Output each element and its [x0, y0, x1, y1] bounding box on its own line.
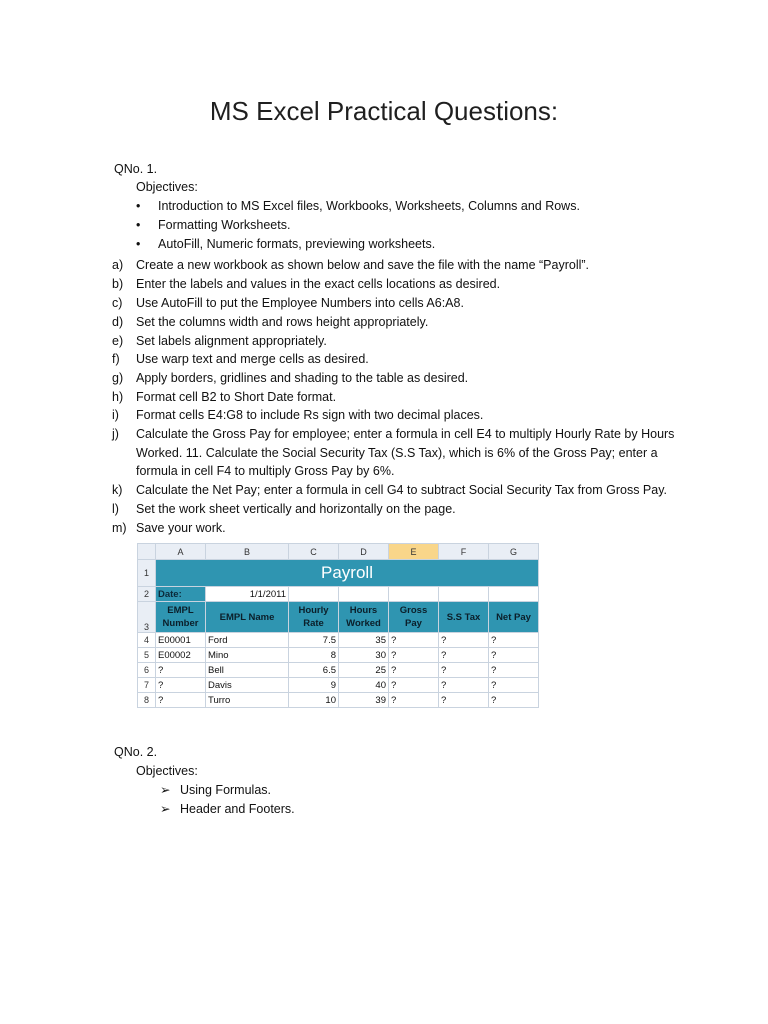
- cell[interactable]: [389, 587, 439, 602]
- table-row: [138, 678, 539, 693]
- task-letter: a): [112, 258, 124, 272]
- select-all-corner[interactable]: [138, 544, 156, 560]
- cell[interactable]: 30: [339, 648, 389, 663]
- column-header[interactable]: G: [489, 544, 539, 560]
- bullet-icon: •: [136, 218, 141, 232]
- task-letter: b): [112, 277, 124, 291]
- task-item-c: [112, 294, 692, 313]
- task-text: Set the work sheet vertically and horizontally on the page.: [136, 502, 456, 516]
- cell[interactable]: ?: [439, 678, 489, 693]
- cell[interactable]: ?: [389, 678, 439, 693]
- header-cell[interactable]: Hourly Rate: [289, 602, 339, 633]
- cell[interactable]: 7.5: [289, 633, 339, 648]
- cell[interactable]: ?: [439, 663, 489, 678]
- task-text: Format cell B2 to Short Date format.: [136, 390, 337, 404]
- cell[interactable]: ?: [389, 648, 439, 663]
- header-cell[interactable]: EMPL Number: [156, 602, 206, 633]
- header-cell[interactable]: Hours Worked: [339, 602, 389, 633]
- date-value-cell[interactable]: 1/1/2011: [206, 587, 289, 602]
- question-2-label: QNo. 2.: [114, 745, 158, 759]
- cell[interactable]: ?: [156, 693, 206, 708]
- task-text: Calculate the Gross Pay for employee; enter a formula in cell E4 to multiply Hourly Rate by Hours Worked. 11. Calculate the Social Security Tax (S.S Tax), which is 6% of the Gross Pay; enter a formula in cell F4 to multiply Gross Pay by 6%.: [136, 427, 675, 478]
- task-letter: g): [112, 371, 124, 385]
- task-text: Set labels alignment appropriately.: [136, 334, 327, 348]
- header-row: [138, 602, 539, 633]
- column-header[interactable]: C: [289, 544, 339, 560]
- objective-text: AutoFill, Numeric formats, previewing worksheets.: [158, 237, 436, 251]
- task-letter: k): [112, 483, 123, 497]
- cell[interactable]: Davis: [206, 678, 289, 693]
- header-cell[interactable]: Net Pay: [489, 602, 539, 633]
- question-2-objectives-label: Objectives:: [136, 764, 198, 778]
- column-header[interactable]: F: [439, 544, 489, 560]
- row-number[interactable]: 3: [138, 602, 156, 633]
- task-text: Create a new workbook as shown below and save the file with the name “Payroll”.: [136, 258, 590, 272]
- cell[interactable]: ?: [489, 633, 539, 648]
- table-row: [138, 663, 539, 678]
- cell[interactable]: ?: [439, 633, 489, 648]
- task-item-d: [112, 313, 692, 332]
- cell[interactable]: [339, 587, 389, 602]
- arrow-bullet-icon: ➢: [160, 802, 171, 816]
- row-number[interactable]: 8: [138, 693, 156, 708]
- bullet-icon: •: [136, 199, 141, 213]
- cell[interactable]: E00002: [156, 648, 206, 663]
- task-item-h: [112, 388, 692, 407]
- question-1-objectives-label: Objectives:: [136, 180, 198, 194]
- sheet-row: [138, 560, 539, 587]
- cell[interactable]: ?: [389, 633, 439, 648]
- row-number[interactable]: 4: [138, 633, 156, 648]
- table-row: [138, 648, 539, 663]
- task-letter: e): [112, 334, 124, 348]
- cell[interactable]: [489, 587, 539, 602]
- task-item-e: [112, 332, 692, 351]
- cell[interactable]: ?: [439, 693, 489, 708]
- task-item-j: [112, 425, 692, 481]
- row-number[interactable]: 7: [138, 678, 156, 693]
- objective-bullet: [136, 237, 435, 251]
- objective-bullet: [136, 199, 580, 213]
- task-text: Apply borders, gridlines and shading to the table as desired.: [136, 371, 469, 385]
- cell[interactable]: ?: [439, 648, 489, 663]
- bullet-icon: •: [136, 237, 141, 251]
- objective-bullet: [136, 218, 290, 232]
- cell[interactable]: ?: [156, 663, 206, 678]
- task-item-m: [112, 519, 692, 538]
- task-letter: h): [112, 390, 124, 404]
- task-item-f: [112, 350, 692, 369]
- cell[interactable]: Turro: [206, 693, 289, 708]
- header-cell[interactable]: EMPL Name: [206, 602, 289, 633]
- payroll-title-cell[interactable]: Payroll: [156, 560, 539, 587]
- column-header[interactable]: B: [206, 544, 289, 560]
- task-letter: d): [112, 315, 124, 329]
- task-letter: m): [112, 521, 127, 535]
- task-item-a: [112, 256, 692, 275]
- task-letter: i): [112, 408, 119, 422]
- cell[interactable]: ?: [489, 693, 539, 708]
- cell[interactable]: ?: [489, 648, 539, 663]
- cell[interactable]: ?: [156, 678, 206, 693]
- arrow-bullet-icon: ➢: [160, 783, 171, 797]
- objective-arrow-item: [160, 801, 295, 816]
- column-header[interactable]: D: [339, 544, 389, 560]
- column-header-selected[interactable]: E: [389, 544, 439, 560]
- sheet-row: [138, 587, 539, 602]
- cell[interactable]: Ford: [206, 633, 289, 648]
- cell[interactable]: 10: [289, 693, 339, 708]
- cell[interactable]: E00001: [156, 633, 206, 648]
- task-text: Calculate the Net Pay; enter a formula in cell G4 to subtract Social Security Tax from Gross Pay.: [136, 483, 668, 497]
- cell[interactable]: [289, 587, 339, 602]
- task-letter: f): [112, 352, 120, 366]
- cell[interactable]: Bell: [206, 663, 289, 678]
- cell[interactable]: 8: [289, 648, 339, 663]
- objective-text: Header and Footers.: [180, 802, 295, 816]
- task-letter: j): [112, 427, 119, 441]
- cell[interactable]: Mino: [206, 648, 289, 663]
- task-text: Set the columns width and rows height appropriately.: [136, 315, 429, 329]
- task-text: Use warp text and merge cells as desired.: [136, 352, 369, 366]
- page-title: MS Excel Practical Questions:: [209, 96, 559, 126]
- row-number[interactable]: 1: [138, 560, 156, 587]
- cell[interactable]: ?: [489, 678, 539, 693]
- cell[interactable]: ?: [389, 663, 439, 678]
- objective-text: Formatting Worksheets.: [158, 218, 291, 232]
- cell[interactable]: 25: [339, 663, 389, 678]
- table-row: [138, 693, 539, 708]
- task-text: Format cells E4:G8 to include Rs sign with two decimal places.: [136, 408, 484, 422]
- task-letter: c): [112, 296, 123, 310]
- row-number[interactable]: 5: [138, 648, 156, 663]
- cell[interactable]: ?: [489, 663, 539, 678]
- row-number[interactable]: 6: [138, 663, 156, 678]
- task-item-i: [112, 406, 692, 425]
- table-row: [138, 633, 539, 648]
- cell[interactable]: 40: [339, 678, 389, 693]
- cell[interactable]: [439, 587, 489, 602]
- column-header[interactable]: A: [156, 544, 206, 560]
- cell[interactable]: 35: [339, 633, 389, 648]
- task-item-k: [112, 481, 692, 500]
- objective-text: Introduction to MS Excel files, Workbooks, Worksheets, Columns and Rows.: [158, 199, 580, 213]
- objective-text: Using Formulas.: [180, 783, 271, 797]
- row-number[interactable]: 2: [138, 587, 156, 602]
- task-letter: l): [112, 502, 119, 516]
- date-label-cell[interactable]: Date:: [156, 587, 206, 602]
- objective-arrow-item: [160, 782, 271, 797]
- task-text: Enter the labels and values in the exact cells locations as desired.: [136, 277, 501, 291]
- cell[interactable]: 39: [339, 693, 389, 708]
- cell[interactable]: ?: [389, 693, 439, 708]
- task-text: Save your work.: [136, 521, 226, 535]
- task-item-g: [112, 369, 692, 388]
- cell[interactable]: 9: [289, 678, 339, 693]
- task-item-b: [112, 275, 692, 294]
- task-item-l: [112, 500, 692, 519]
- task-text: Use AutoFill to put the Employee Numbers into cells A6:A8.: [136, 296, 464, 310]
- cell[interactable]: 6.5: [289, 663, 339, 678]
- payroll-spreadsheet: [137, 543, 538, 714]
- header-cell[interactable]: Gross Pay: [389, 602, 439, 633]
- question-1-label: QNo. 1.: [114, 162, 158, 176]
- header-cell[interactable]: S.S Tax: [439, 602, 489, 633]
- column-header-row: [138, 544, 539, 560]
